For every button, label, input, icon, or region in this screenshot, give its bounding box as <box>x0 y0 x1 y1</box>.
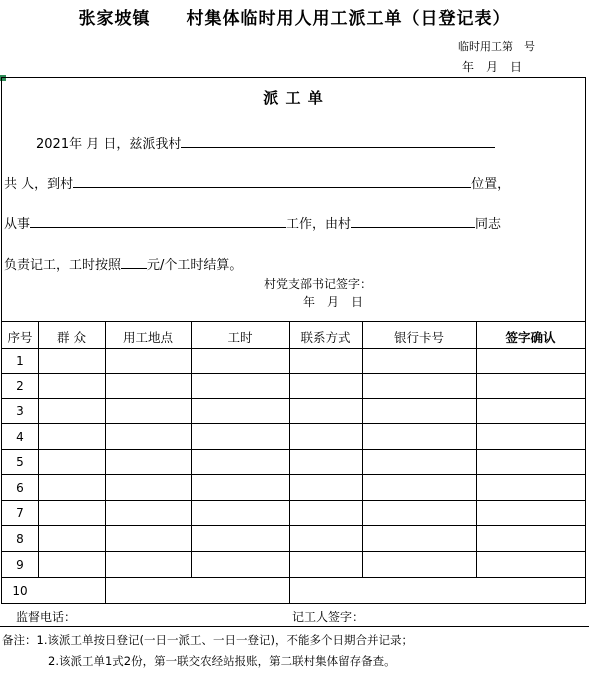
table-column-divider <box>38 321 39 577</box>
work-type-blank[interactable] <box>30 214 286 228</box>
location-blank[interactable] <box>73 174 471 188</box>
column-header-bank-card: 银行卡号 <box>393 330 444 345</box>
column-header-hours: 工时 <box>227 330 253 345</box>
table-row-border <box>2 577 585 578</box>
column-header-index: 序号 <box>7 330 33 345</box>
dispatch-line-3-mid: 工作，由村 <box>286 217 352 232</box>
row-number: 7 <box>16 506 24 520</box>
row-number: 2 <box>16 379 24 393</box>
dispatch-line-4-text: 负责记工，工时按照 <box>4 258 122 273</box>
table-column-divider <box>191 321 192 577</box>
column-header-worker: 群 众 <box>57 330 86 345</box>
header-date-label: 年 月 日 <box>462 60 523 74</box>
notes-divider <box>0 626 589 627</box>
recorder-signature-label: 记工人签字： <box>292 610 365 624</box>
rate-blank[interactable] <box>121 255 147 269</box>
table-top-border <box>2 321 585 322</box>
dispatch-line-2-suffix: 位置， <box>471 177 511 192</box>
supervision-phone-label: 监督电话： <box>16 610 77 624</box>
table-column-divider <box>105 321 106 603</box>
note-line-2: 2.该派工单1式2份，第一联交农经站报账，第二联村集体留存备查。 <box>48 654 396 668</box>
table-column-divider <box>476 321 477 577</box>
worker-name-blank[interactable] <box>181 134 495 148</box>
form-frame <box>1 77 586 604</box>
row-number: 9 <box>16 558 24 572</box>
table-row-border <box>2 398 585 399</box>
dispatch-line-3-text: 从事 <box>4 217 31 232</box>
serial-number-label: 临时用工第 号 <box>458 40 535 53</box>
table-row-border <box>2 500 585 501</box>
column-header-contact: 联系方式 <box>300 330 351 345</box>
table-row-border <box>2 423 585 424</box>
note-line-1: 备注：1.该派工单按日登记(一日一派工、一日一登记)，不能多个日期合并记录； <box>2 633 413 647</box>
row-number: 3 <box>16 404 24 418</box>
page-title: 张家坡镇 村集体临时用人用工派工单（日登记表） <box>78 9 511 29</box>
table-column-divider <box>362 321 363 577</box>
table-column-divider <box>289 321 290 603</box>
dispatch-line-2 <box>4 173 510 192</box>
table-row-border <box>2 449 585 450</box>
table-row-border <box>2 474 585 475</box>
row-number: 8 <box>16 532 24 546</box>
table-row-border <box>2 373 585 374</box>
dispatch-line-2-text: 共 人，到村 <box>4 177 74 192</box>
table-header-border <box>2 348 585 349</box>
dispatch-line-4-suffix: 元/个工时结算。 <box>147 258 243 273</box>
secretary-signature-label: 村党支部书记签字： <box>264 277 373 291</box>
table-row-border <box>2 551 585 552</box>
table-row-border <box>2 525 585 526</box>
dispatch-line-3-suffix: 同志 <box>475 217 502 232</box>
dispatch-line-1-text: 2021年 月 日，兹派我村 <box>36 137 182 152</box>
dispatch-heading: 派 工 单 <box>263 89 324 107</box>
row-number: 10 <box>12 584 28 598</box>
dispatch-line-3 <box>4 213 501 232</box>
column-header-location: 用工地点 <box>122 330 173 345</box>
row-number: 6 <box>16 481 24 495</box>
row-number: 5 <box>16 455 24 469</box>
dispatch-line-4 <box>4 254 242 273</box>
dispatch-line-1 <box>36 133 495 152</box>
secretary-date-label: 年 月 日 <box>303 295 364 309</box>
row-number: 4 <box>16 430 24 444</box>
row-number: 1 <box>16 354 24 368</box>
column-header-signature: 签字确认 <box>505 330 556 345</box>
responsible-person-blank[interactable] <box>351 214 475 228</box>
